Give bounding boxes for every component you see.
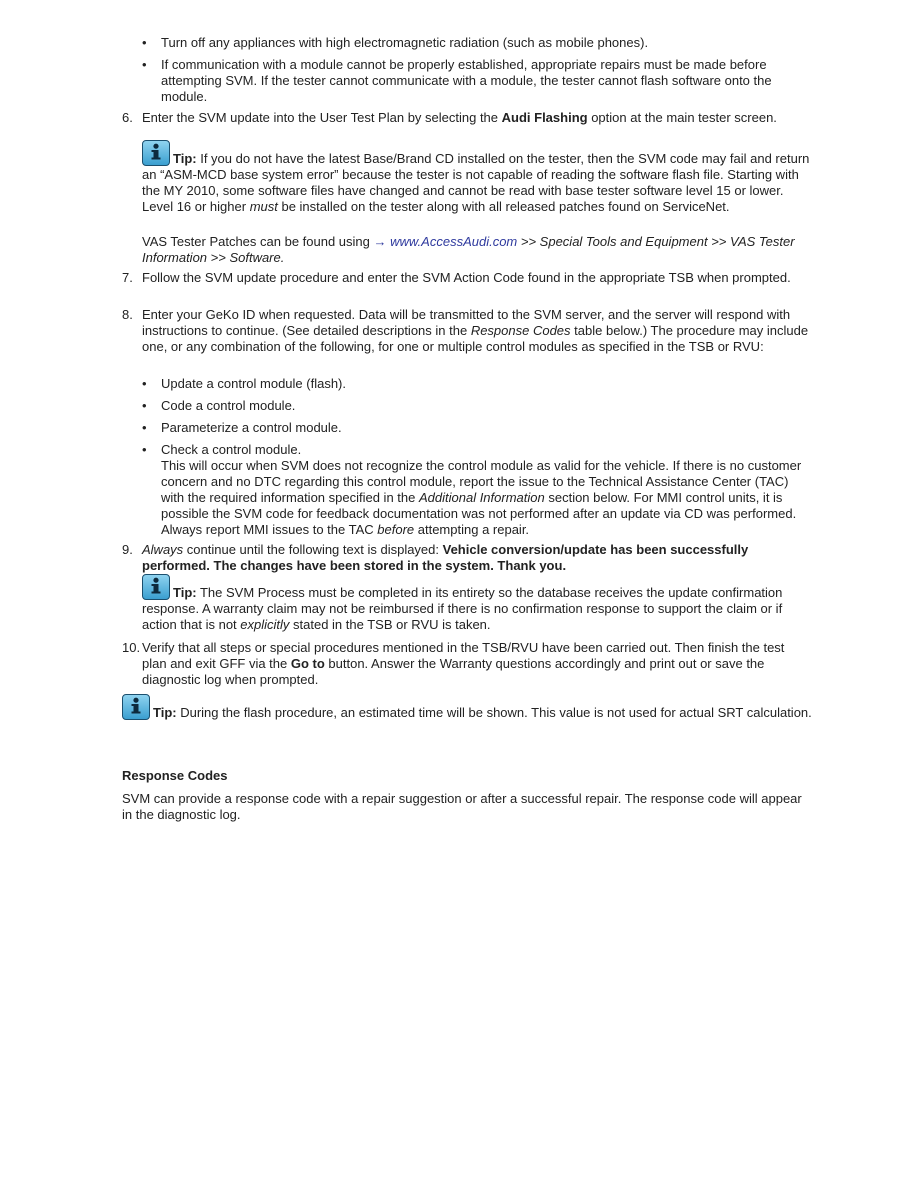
tip-note: Tip: If you do not have the latest Base/Brand CD installed on the tester, then the SVM code may fail and return an “ASM-MCD base system error” because the tester is not capable of reading the software flash file. Starting with the MY 2010, some software files have changed and cannot be read with base tester software level 15 or lower. Level 16 or higher must be installed on the tester along with all released patches found on ServiceNet. [142, 140, 810, 215]
bullet-icon: • [142, 442, 147, 457]
bullet-icon: • [142, 420, 147, 435]
step-9: 9. Always continue until the following text is displayed: Vehicle conversion/update has been successfully performed. The changes have been stored in the system. Thank you. [122, 542, 749, 573]
accessaudi-link[interactable]: → www.AccessAudi.com [373, 234, 518, 249]
info-icon [142, 574, 170, 600]
list-item: • Check a control module. This will occur when SVM does not recognize the control module as valid for the vehicle. If there is no customer concern and no DTC regarding this control module, report the issue to the Technical Assistance Center (TAC) with the required information specified in the Additional Information section below. For MMI control units, it is possible the SVM code for feedback documentation was not performed after an update via CD was performed. Always report MMI issues to the TAC before attempting a repair. [142, 442, 802, 537]
info-icon [122, 694, 150, 720]
bullet-icon: • [142, 35, 147, 50]
tip-label: Tip: [153, 705, 177, 720]
tip-label: Tip: [173, 585, 197, 600]
list-item: • Code a control module. [142, 398, 296, 413]
step-8: 8. Enter your GeKo ID when requested. Data will be transmitted to the SVM server, and the server will respond with instructions to continue. (See detailed descriptions in the Response Codes table below.) The procedure may include one, or any combination of the following, for one or multiple control modules as specified in the TSB or RVU: [122, 307, 809, 354]
step-10: 10. Verify that all steps or special procedures mentioned in the TSB/RVU have been carried out. Then finish the test plan and exit GFF via the Go to button. Answer the Warranty questions accordingly and print out or save the diagnostic log when prompted. [122, 640, 785, 687]
tip-label: Tip: [173, 151, 197, 166]
list-item: • If communication with a module cannot be properly established, appropriate repairs must be made before attempting SVM. If the tester cannot communicate with a module, the tester cannot flash software onto the module. [142, 57, 772, 104]
bullet-icon: • [142, 57, 147, 72]
bullet-icon: • [142, 398, 147, 413]
response-codes-heading: Response Codes [122, 768, 228, 783]
list-item: • Update a control module (flash). [142, 376, 346, 391]
bullet-icon: • [142, 376, 147, 391]
tip-note: Tip: The SVM Process must be completed in its entirety so the database receives the update confirmation response. A warranty claim may not be reimbursed if there is no confirmation response to support the claim or if action that is not explicitly stated in the TSB or RVU is taken. [142, 574, 810, 633]
step-7: 7. Follow the SVM update procedure and enter the SVM Action Code found in the appropriate TSB when prompted. [122, 270, 791, 285]
check-detail: This will occur when SVM does not recognize the control module as valid for the vehicle. If there is no customer concern and no DTC regarding this control module, report the issue to the Technical Assistance Center (TAC) with the required information specified in the Additional Information section below. For MMI control units, it is possible the SVM code for feedback documentation was not performed after an update via CD was performed. Always report MMI issues to the TAC before attempting a repair. [161, 458, 802, 537]
patches-info: VAS Tester Patches can be found using → www.AccessAudi.com >> Special Tools and Equipment >> VAS Tester Information >> Software. [142, 234, 795, 265]
info-icon [142, 140, 170, 166]
list-item: • Parameterize a control module. [142, 420, 342, 435]
list-item: • Turn off any appliances with high electromagnetic radiation (such as mobile phones). [142, 35, 649, 50]
final-tip: Tip: During the flash procedure, an estimated time will be shown. This value is not used for actual SRT calculation. [122, 694, 812, 721]
step-6: 6. Enter the SVM update into the User Test Plan by selecting the Audi Flashing option at the main tester screen. [122, 110, 777, 125]
response-codes-text: SVM can provide a response code with a repair suggestion or after a successful repair. The response code will appear in the diagnostic log. [122, 791, 802, 822]
